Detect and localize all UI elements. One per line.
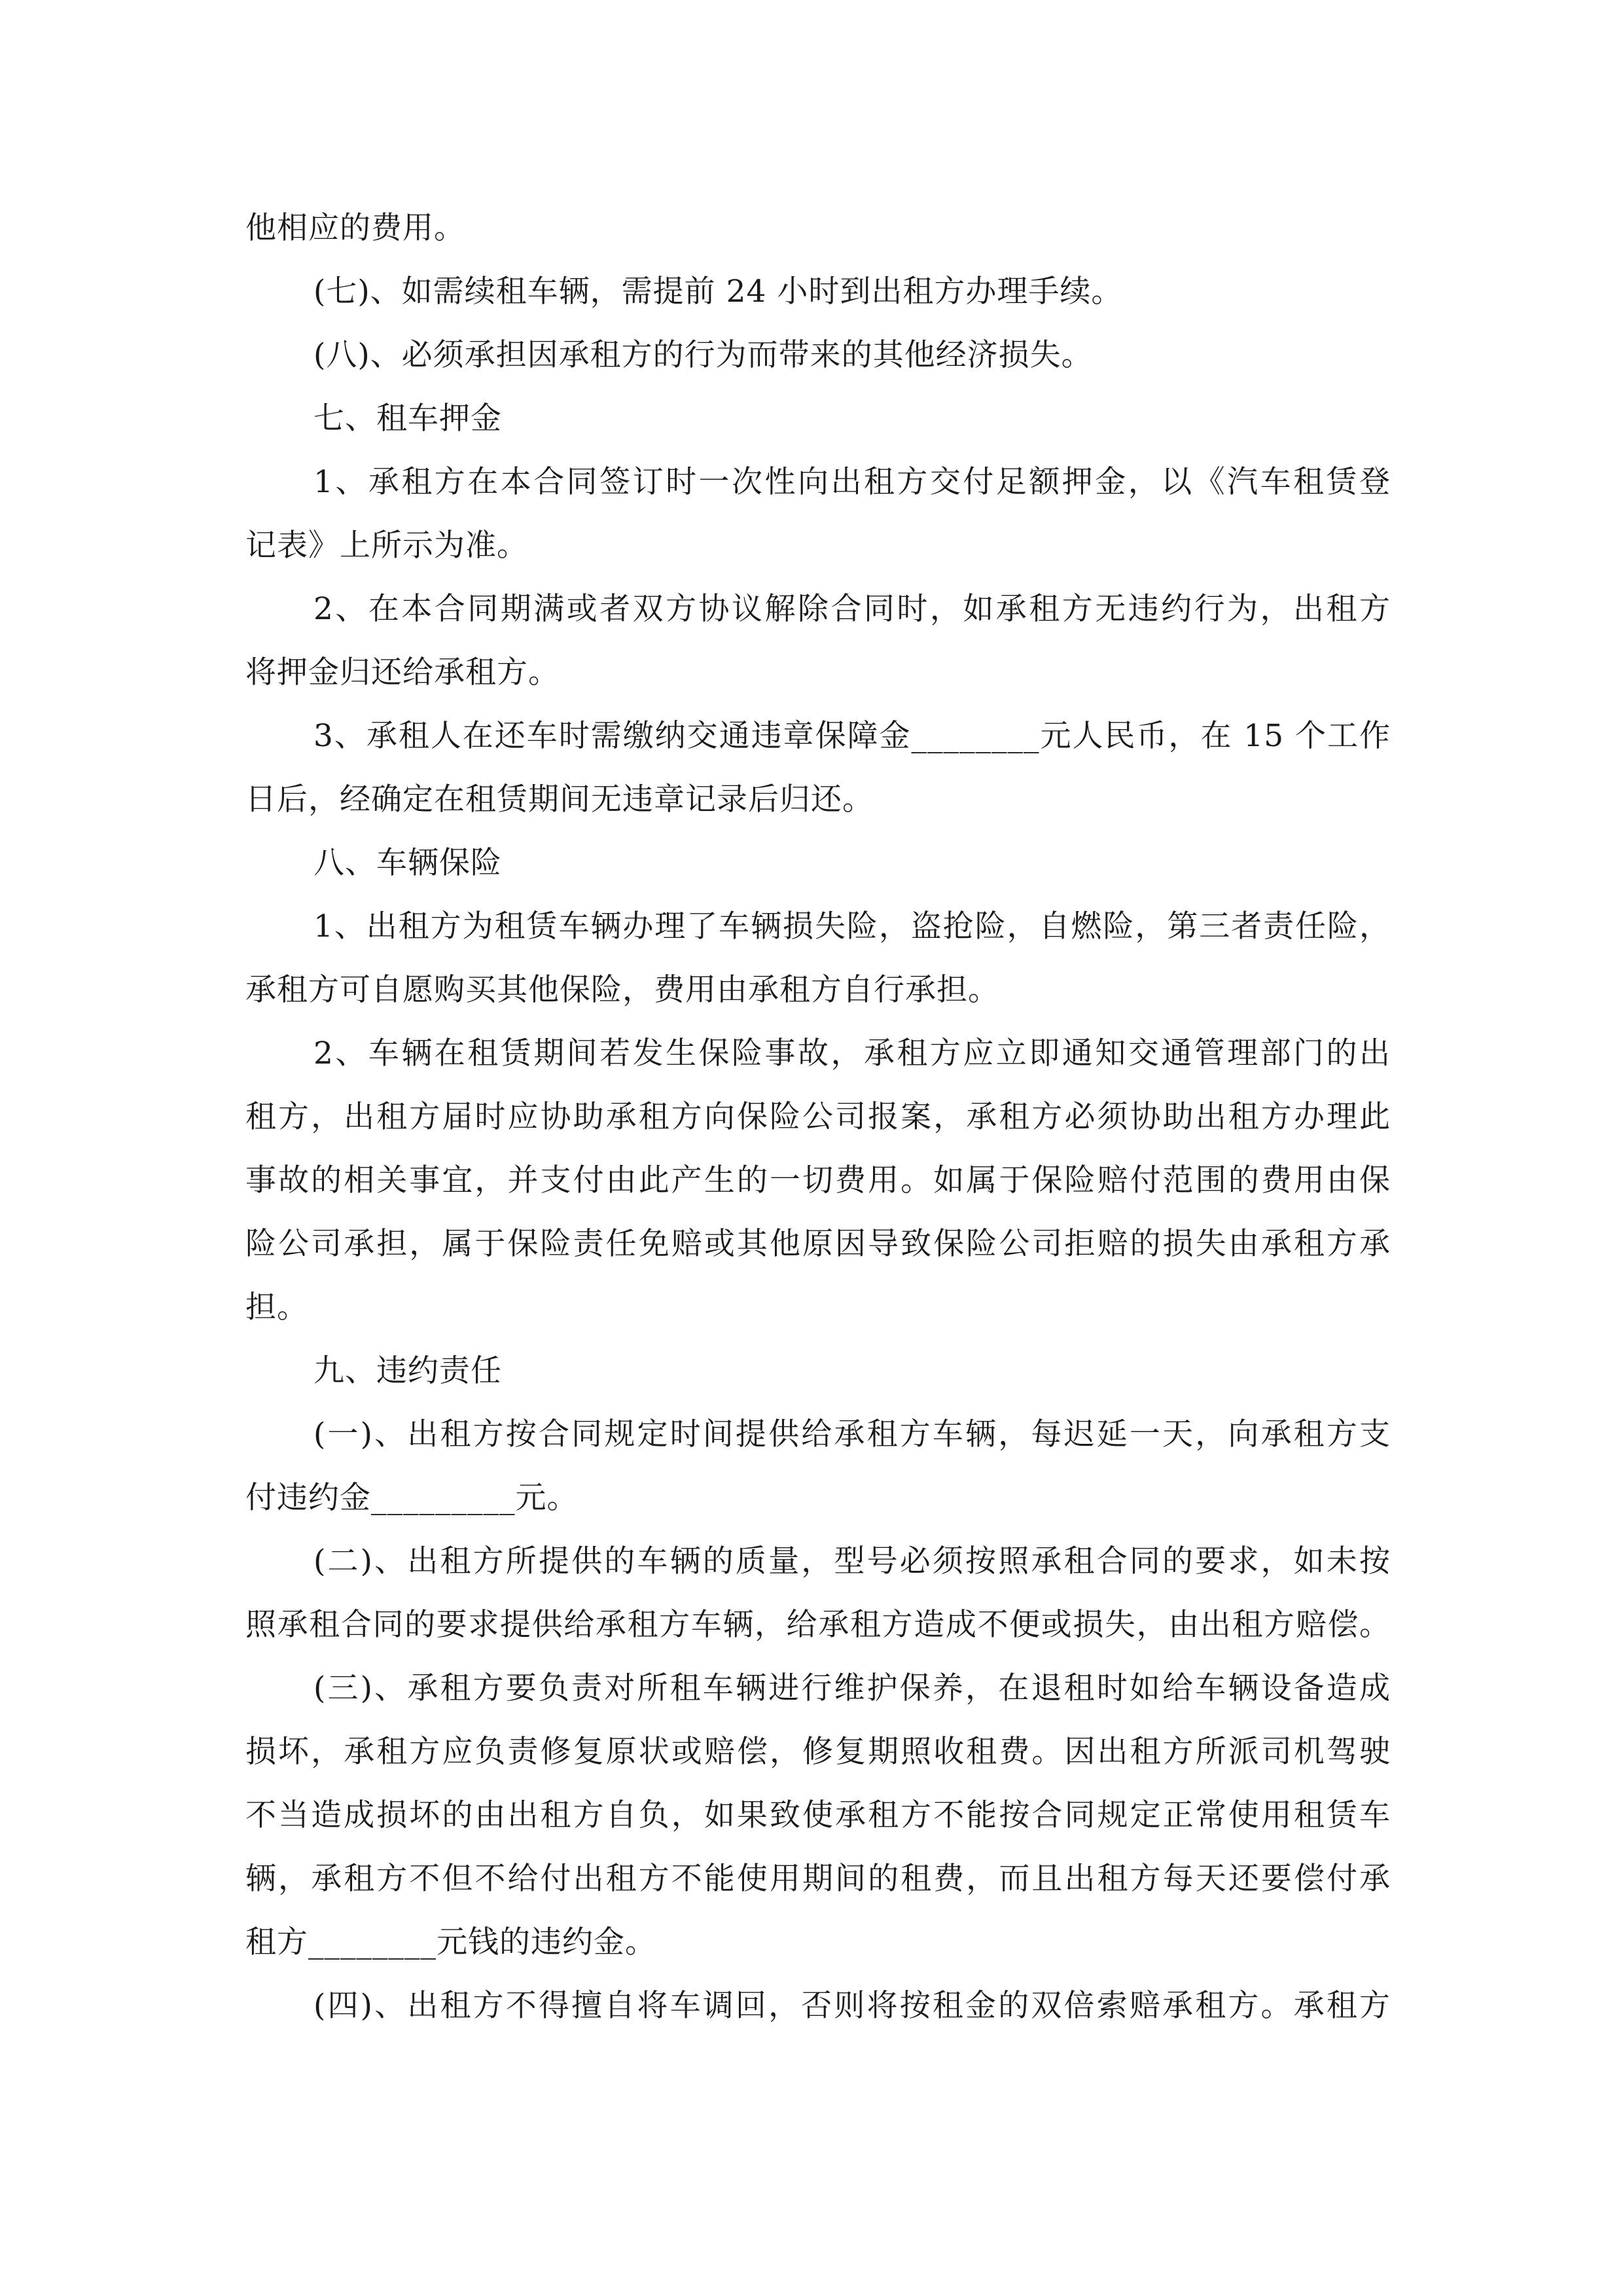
- text-line: 将押金归还给承租方。: [245, 655, 560, 691]
- text-line: (七)、如需续租车辆，需提前 24 小时到出租方办理手续。: [313, 274, 1123, 310]
- text-line: 九、违约责任: [313, 1353, 502, 1389]
- text-line: 租方，出租方届时应协助承租方向保险公司报案，承租方必须协助出租方办理此: [245, 1099, 1391, 1135]
- text-line: 记表》上所示为准。: [245, 528, 528, 564]
- text-line: 事故的相关事宜，并支付由此产生的一切费用。如属于保险赔付范围的费用由保: [245, 1162, 1391, 1198]
- text-line: 1、出租方为租赁车辆办理了车辆损失险，盗抢险，自燃险，第三者责任险，: [313, 908, 1391, 944]
- text-line: (二)、出租方所提供的车辆的质量，型号必须按照承租合同的要求，如未按: [313, 1543, 1391, 1579]
- text-line: 2、在本合同期满或者双方协议解除合同时，如承租方无违约行为，出租方: [313, 591, 1391, 627]
- text-line: (一)、出租方按合同规定时间提供给承租方车辆，每迟延一天，向承租方支: [313, 1416, 1391, 1452]
- text-line: 八、车辆保险: [313, 845, 502, 881]
- text-line: 租方________元钱的违约金。: [245, 1924, 656, 1960]
- text-line: 3、承租人在还车时需缴纳交通违章保障金________元人民币，在 15 个工作: [313, 718, 1391, 754]
- document-page: [245, 196, 1391, 2037]
- text-line: 2、车辆在租赁期间若发生保险事故，承租方应立即通知交通管理部门的出: [313, 1035, 1391, 1071]
- text-line: (三)、承租方要负责对所租车辆进行维护保养，在退租时如给车辆设备造成: [313, 1670, 1391, 1706]
- text-line: 担。: [245, 1289, 308, 1325]
- text-line: (八)、必须承担因承租方的行为而带来的其他经济损失。: [313, 337, 1093, 373]
- text-line: 险公司承担，属于保险责任免赔或其他原因导致保险公司拒赔的损失由承租方承: [245, 1226, 1391, 1262]
- text-line: 不当造成损坏的由出租方自负，如果致使承租方不能按合同规定正常使用租赁车: [245, 1797, 1391, 1833]
- text-line: 1、承租方在本合同签订时一次性向出租方交付足额押金，以《汽车租赁登: [313, 464, 1391, 500]
- text-line: 他相应的费用。: [245, 210, 465, 246]
- text-line: (四)、出租方不得擅自将车调回，否则将按租金的双倍索赔承租方。承租方: [313, 1988, 1391, 2024]
- text-line: 损坏，承租方应负责修复原状或赔偿，修复期照收租费。因出租方所派司机驾驶: [245, 1734, 1391, 1770]
- text-line: 七、租车押金: [313, 401, 502, 437]
- text-line: 付违约金_________元。: [245, 1480, 579, 1516]
- text-line: 辆，承租方不但不给付出租方不能使用期间的租费，而且出租方每天还要偿付承: [245, 1861, 1391, 1897]
- text-line: 承租方可自愿购买其他保险，费用由承租方自行承担。: [245, 972, 999, 1008]
- text-line: 照承租合同的要求提供给承租方车辆，给承租方造成不便或损失，由出租方赔偿。: [245, 1607, 1391, 1643]
- text-line: 日后，经确定在租赁期间无违章记录后归还。: [245, 781, 874, 817]
